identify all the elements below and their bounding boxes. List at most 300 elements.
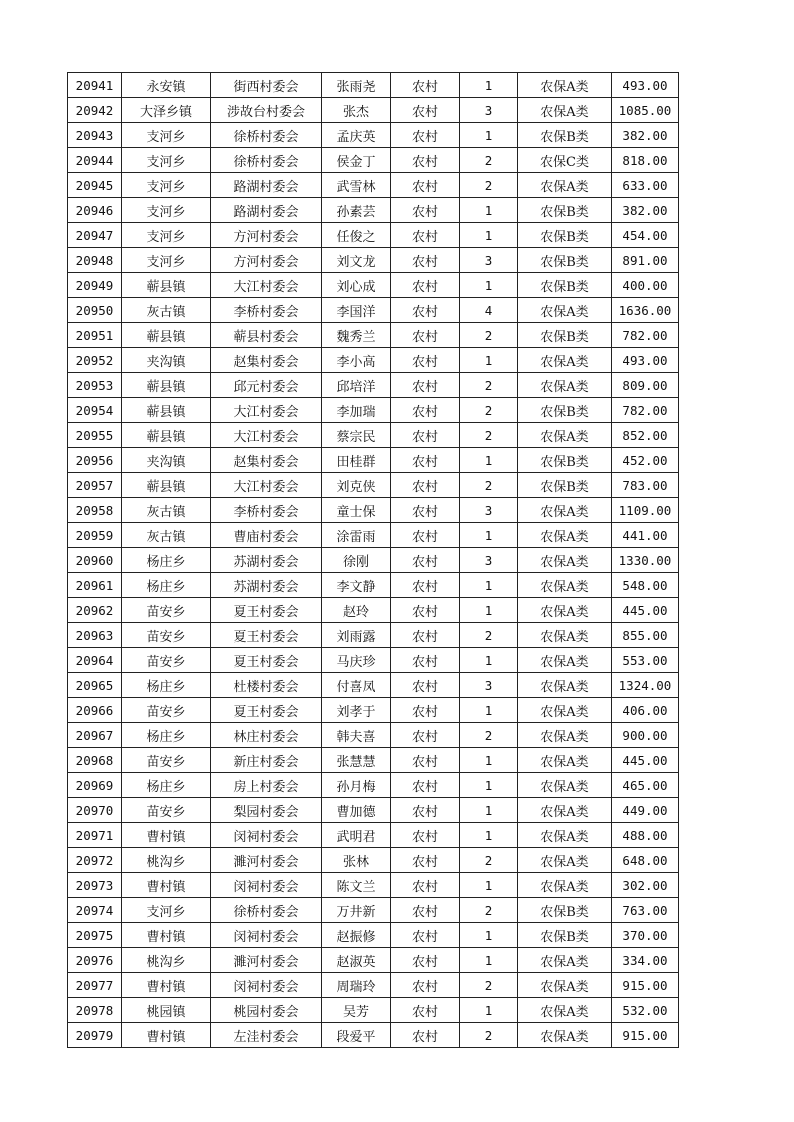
village-committee-cell: 夏王村委会 bbox=[211, 648, 322, 673]
household-size-cell: 1 bbox=[460, 523, 518, 548]
record-id-cell: 20944 bbox=[68, 148, 122, 173]
village-committee-cell: 路湖村委会 bbox=[211, 198, 322, 223]
record-id-cell: 20949 bbox=[68, 273, 122, 298]
person-name-cell: 周瑞玲 bbox=[322, 973, 391, 998]
village-committee-cell: 林庄村委会 bbox=[211, 723, 322, 748]
town-cell: 桃园镇 bbox=[122, 998, 211, 1023]
table-row bbox=[68, 473, 679, 498]
household-type-cell: 农村 bbox=[391, 148, 460, 173]
amount-cell: 783.00 bbox=[612, 473, 679, 498]
insurance-class-cell: 农保A类 bbox=[518, 723, 612, 748]
amount-cell: 406.00 bbox=[612, 698, 679, 723]
amount-cell: 1330.00 bbox=[612, 548, 679, 573]
household-type-cell: 农村 bbox=[391, 898, 460, 923]
insurance-class-cell: 农保A类 bbox=[518, 773, 612, 798]
insurance-class-cell: 农保B类 bbox=[518, 323, 612, 348]
person-name-cell: 魏秀兰 bbox=[322, 323, 391, 348]
village-committee-cell: 杜楼村委会 bbox=[211, 673, 322, 698]
table-row bbox=[68, 748, 679, 773]
table-row bbox=[68, 198, 679, 223]
table-row bbox=[68, 798, 679, 823]
record-id-cell: 20959 bbox=[68, 523, 122, 548]
amount-cell: 441.00 bbox=[612, 523, 679, 548]
person-name-cell: 田桂群 bbox=[322, 448, 391, 473]
household-size-cell: 1 bbox=[460, 998, 518, 1023]
person-name-cell: 侯金丁 bbox=[322, 148, 391, 173]
person-name-cell: 童士保 bbox=[322, 498, 391, 523]
village-committee-cell: 徐桥村委会 bbox=[211, 148, 322, 173]
person-name-cell: 韩夫喜 bbox=[322, 723, 391, 748]
record-id-cell: 20948 bbox=[68, 248, 122, 273]
table-row bbox=[68, 298, 679, 323]
household-type-cell: 农村 bbox=[391, 823, 460, 848]
table-row bbox=[68, 623, 679, 648]
town-cell: 苗安乡 bbox=[122, 748, 211, 773]
household-size-cell: 1 bbox=[460, 598, 518, 623]
person-name-cell: 赵淑英 bbox=[322, 948, 391, 973]
village-committee-cell: 夏王村委会 bbox=[211, 598, 322, 623]
record-id-cell: 20978 bbox=[68, 998, 122, 1023]
town-cell: 灰古镇 bbox=[122, 523, 211, 548]
insurance-class-cell: 农保A类 bbox=[518, 673, 612, 698]
household-type-cell: 农村 bbox=[391, 648, 460, 673]
insurance-class-cell: 农保A类 bbox=[518, 823, 612, 848]
record-id-cell: 20963 bbox=[68, 623, 122, 648]
amount-cell: 782.00 bbox=[612, 398, 679, 423]
record-id-cell: 20958 bbox=[68, 498, 122, 523]
insurance-class-cell: 农保A类 bbox=[518, 973, 612, 998]
table-row bbox=[68, 573, 679, 598]
amount-cell: 548.00 bbox=[612, 573, 679, 598]
person-name-cell: 赵振修 bbox=[322, 923, 391, 948]
village-committee-cell: 大江村委会 bbox=[211, 398, 322, 423]
record-id-cell: 20946 bbox=[68, 198, 122, 223]
person-name-cell: 李国洋 bbox=[322, 298, 391, 323]
town-cell: 苗安乡 bbox=[122, 698, 211, 723]
amount-cell: 1085.00 bbox=[612, 98, 679, 123]
insurance-class-cell: 农保A类 bbox=[518, 1023, 612, 1048]
village-committee-cell: 左洼村委会 bbox=[211, 1023, 322, 1048]
record-id-cell: 20977 bbox=[68, 973, 122, 998]
table-row bbox=[68, 598, 679, 623]
table-row bbox=[68, 273, 679, 298]
household-type-cell: 农村 bbox=[391, 973, 460, 998]
household-size-cell: 1 bbox=[460, 273, 518, 298]
household-type-cell: 农村 bbox=[391, 348, 460, 373]
insurance-class-cell: 农保A类 bbox=[518, 523, 612, 548]
insurance-class-cell: 农保B类 bbox=[518, 898, 612, 923]
table-row bbox=[68, 373, 679, 398]
record-id-cell: 20974 bbox=[68, 898, 122, 923]
person-name-cell: 马庆珍 bbox=[322, 648, 391, 673]
household-size-cell: 2 bbox=[460, 398, 518, 423]
amount-cell: 452.00 bbox=[612, 448, 679, 473]
person-name-cell: 任俊之 bbox=[322, 223, 391, 248]
insurance-class-cell: 农保A类 bbox=[518, 373, 612, 398]
insurance-class-cell: 农保A类 bbox=[518, 698, 612, 723]
record-id-cell: 20976 bbox=[68, 948, 122, 973]
household-size-cell: 2 bbox=[460, 148, 518, 173]
household-type-cell: 农村 bbox=[391, 323, 460, 348]
town-cell: 蕲县镇 bbox=[122, 423, 211, 448]
record-id-cell: 20965 bbox=[68, 673, 122, 698]
person-name-cell: 吴芳 bbox=[322, 998, 391, 1023]
amount-cell: 763.00 bbox=[612, 898, 679, 923]
insurance-class-cell: 农保B类 bbox=[518, 398, 612, 423]
record-id-cell: 20957 bbox=[68, 473, 122, 498]
town-cell: 曹村镇 bbox=[122, 973, 211, 998]
household-type-cell: 农村 bbox=[391, 298, 460, 323]
insurance-class-cell: 农保A类 bbox=[518, 948, 612, 973]
village-committee-cell: 闵祠村委会 bbox=[211, 923, 322, 948]
town-cell: 蕲县镇 bbox=[122, 273, 211, 298]
household-type-cell: 农村 bbox=[391, 923, 460, 948]
amount-cell: 382.00 bbox=[612, 198, 679, 223]
town-cell: 苗安乡 bbox=[122, 623, 211, 648]
town-cell: 杨庄乡 bbox=[122, 573, 211, 598]
household-type-cell: 农村 bbox=[391, 748, 460, 773]
household-type-cell: 农村 bbox=[391, 873, 460, 898]
household-size-cell: 1 bbox=[460, 648, 518, 673]
amount-cell: 915.00 bbox=[612, 1023, 679, 1048]
person-name-cell: 赵玲 bbox=[322, 598, 391, 623]
insurance-class-cell: 农保A类 bbox=[518, 998, 612, 1023]
record-id-cell: 20968 bbox=[68, 748, 122, 773]
household-size-cell: 2 bbox=[460, 898, 518, 923]
amount-cell: 855.00 bbox=[612, 623, 679, 648]
person-name-cell: 蔡宗民 bbox=[322, 423, 391, 448]
table-row bbox=[68, 998, 679, 1023]
town-cell: 支河乡 bbox=[122, 898, 211, 923]
village-committee-cell: 街西村委会 bbox=[211, 73, 322, 98]
table-row bbox=[68, 648, 679, 673]
household-size-cell: 1 bbox=[460, 873, 518, 898]
village-committee-cell: 闵祠村委会 bbox=[211, 973, 322, 998]
table-row bbox=[68, 548, 679, 573]
person-name-cell: 张林 bbox=[322, 848, 391, 873]
household-size-cell: 3 bbox=[460, 498, 518, 523]
household-type-cell: 农村 bbox=[391, 73, 460, 98]
amount-cell: 400.00 bbox=[612, 273, 679, 298]
benefit-roster-table bbox=[67, 72, 679, 1048]
insurance-class-cell: 农保A类 bbox=[518, 498, 612, 523]
household-type-cell: 农村 bbox=[391, 273, 460, 298]
person-name-cell: 邱培洋 bbox=[322, 373, 391, 398]
household-size-cell: 3 bbox=[460, 248, 518, 273]
person-name-cell: 张慧慧 bbox=[322, 748, 391, 773]
household-type-cell: 农村 bbox=[391, 623, 460, 648]
household-type-cell: 农村 bbox=[391, 198, 460, 223]
person-name-cell: 李加瑞 bbox=[322, 398, 391, 423]
person-name-cell: 刘文龙 bbox=[322, 248, 391, 273]
household-size-cell: 2 bbox=[460, 323, 518, 348]
village-committee-cell: 曹庙村委会 bbox=[211, 523, 322, 548]
insurance-class-cell: 农保C类 bbox=[518, 148, 612, 173]
insurance-class-cell: 农保A类 bbox=[518, 98, 612, 123]
person-name-cell: 徐刚 bbox=[322, 548, 391, 573]
person-name-cell: 刘孝于 bbox=[322, 698, 391, 723]
household-size-cell: 2 bbox=[460, 723, 518, 748]
household-size-cell: 1 bbox=[460, 573, 518, 598]
household-size-cell: 4 bbox=[460, 298, 518, 323]
village-committee-cell: 大江村委会 bbox=[211, 473, 322, 498]
town-cell: 支河乡 bbox=[122, 198, 211, 223]
person-name-cell: 李小高 bbox=[322, 348, 391, 373]
amount-cell: 891.00 bbox=[612, 248, 679, 273]
household-size-cell: 1 bbox=[460, 948, 518, 973]
table-row bbox=[68, 498, 679, 523]
amount-cell: 1109.00 bbox=[612, 498, 679, 523]
table-row bbox=[68, 723, 679, 748]
town-cell: 曹村镇 bbox=[122, 923, 211, 948]
village-committee-cell: 李桥村委会 bbox=[211, 498, 322, 523]
record-id-cell: 20966 bbox=[68, 698, 122, 723]
record-id-cell: 20979 bbox=[68, 1023, 122, 1048]
village-committee-cell: 濉河村委会 bbox=[211, 848, 322, 873]
table-row bbox=[68, 223, 679, 248]
household-size-cell: 3 bbox=[460, 673, 518, 698]
household-size-cell: 1 bbox=[460, 448, 518, 473]
person-name-cell: 刘雨露 bbox=[322, 623, 391, 648]
household-type-cell: 农村 bbox=[391, 248, 460, 273]
person-name-cell: 武雪林 bbox=[322, 173, 391, 198]
town-cell: 支河乡 bbox=[122, 148, 211, 173]
insurance-class-cell: 农保B类 bbox=[518, 248, 612, 273]
village-committee-cell: 徐桥村委会 bbox=[211, 123, 322, 148]
household-type-cell: 农村 bbox=[391, 473, 460, 498]
insurance-class-cell: 农保A类 bbox=[518, 873, 612, 898]
insurance-class-cell: 农保A类 bbox=[518, 598, 612, 623]
household-size-cell: 1 bbox=[460, 123, 518, 148]
insurance-class-cell: 农保A类 bbox=[518, 573, 612, 598]
insurance-class-cell: 农保A类 bbox=[518, 423, 612, 448]
village-committee-cell: 方河村委会 bbox=[211, 248, 322, 273]
table-row bbox=[68, 923, 679, 948]
amount-cell: 454.00 bbox=[612, 223, 679, 248]
person-name-cell: 刘克侠 bbox=[322, 473, 391, 498]
person-name-cell: 李文静 bbox=[322, 573, 391, 598]
record-id-cell: 20962 bbox=[68, 598, 122, 623]
town-cell: 桃沟乡 bbox=[122, 948, 211, 973]
amount-cell: 1324.00 bbox=[612, 673, 679, 698]
village-committee-cell: 夏王村委会 bbox=[211, 623, 322, 648]
person-name-cell: 孙月梅 bbox=[322, 773, 391, 798]
person-name-cell: 孟庆英 bbox=[322, 123, 391, 148]
household-size-cell: 3 bbox=[460, 98, 518, 123]
village-committee-cell: 李桥村委会 bbox=[211, 298, 322, 323]
household-type-cell: 农村 bbox=[391, 573, 460, 598]
insurance-class-cell: 农保A类 bbox=[518, 848, 612, 873]
record-id-cell: 20955 bbox=[68, 423, 122, 448]
record-id-cell: 20960 bbox=[68, 548, 122, 573]
amount-cell: 302.00 bbox=[612, 873, 679, 898]
household-size-cell: 2 bbox=[460, 173, 518, 198]
household-type-cell: 农村 bbox=[391, 548, 460, 573]
table-row bbox=[68, 898, 679, 923]
person-name-cell: 陈文兰 bbox=[322, 873, 391, 898]
town-cell: 蕲县镇 bbox=[122, 398, 211, 423]
household-size-cell: 1 bbox=[460, 198, 518, 223]
record-id-cell: 20952 bbox=[68, 348, 122, 373]
table-row bbox=[68, 248, 679, 273]
town-cell: 支河乡 bbox=[122, 223, 211, 248]
record-id-cell: 20972 bbox=[68, 848, 122, 873]
table-row bbox=[68, 323, 679, 348]
household-size-cell: 3 bbox=[460, 548, 518, 573]
town-cell: 永安镇 bbox=[122, 73, 211, 98]
village-committee-cell: 夏王村委会 bbox=[211, 698, 322, 723]
amount-cell: 465.00 bbox=[612, 773, 679, 798]
record-id-cell: 20956 bbox=[68, 448, 122, 473]
town-cell: 杨庄乡 bbox=[122, 723, 211, 748]
village-committee-cell: 濉河村委会 bbox=[211, 948, 322, 973]
village-committee-cell: 新庄村委会 bbox=[211, 748, 322, 773]
household-size-cell: 2 bbox=[460, 623, 518, 648]
amount-cell: 818.00 bbox=[612, 148, 679, 173]
household-size-cell: 1 bbox=[460, 798, 518, 823]
village-committee-cell: 大江村委会 bbox=[211, 423, 322, 448]
record-id-cell: 20943 bbox=[68, 123, 122, 148]
town-cell: 蕲县镇 bbox=[122, 323, 211, 348]
town-cell: 曹村镇 bbox=[122, 1023, 211, 1048]
household-type-cell: 农村 bbox=[391, 523, 460, 548]
household-type-cell: 农村 bbox=[391, 423, 460, 448]
person-name-cell: 武明君 bbox=[322, 823, 391, 848]
village-committee-cell: 闵祠村委会 bbox=[211, 873, 322, 898]
amount-cell: 553.00 bbox=[612, 648, 679, 673]
amount-cell: 445.00 bbox=[612, 598, 679, 623]
household-size-cell: 2 bbox=[460, 1023, 518, 1048]
insurance-class-cell: 农保A类 bbox=[518, 748, 612, 773]
town-cell: 支河乡 bbox=[122, 248, 211, 273]
town-cell: 杨庄乡 bbox=[122, 773, 211, 798]
household-type-cell: 农村 bbox=[391, 723, 460, 748]
village-committee-cell: 苏湖村委会 bbox=[211, 548, 322, 573]
person-name-cell: 付喜凤 bbox=[322, 673, 391, 698]
town-cell: 蕲县镇 bbox=[122, 373, 211, 398]
table-row bbox=[68, 823, 679, 848]
town-cell: 灰古镇 bbox=[122, 298, 211, 323]
insurance-class-cell: 农保A类 bbox=[518, 648, 612, 673]
table-row bbox=[68, 523, 679, 548]
town-cell: 夹沟镇 bbox=[122, 348, 211, 373]
town-cell: 苗安乡 bbox=[122, 648, 211, 673]
person-name-cell: 万井新 bbox=[322, 898, 391, 923]
household-type-cell: 农村 bbox=[391, 773, 460, 798]
insurance-class-cell: 农保B类 bbox=[518, 448, 612, 473]
household-type-cell: 农村 bbox=[391, 848, 460, 873]
amount-cell: 493.00 bbox=[612, 73, 679, 98]
insurance-class-cell: 农保A类 bbox=[518, 73, 612, 98]
person-name-cell: 张雨尧 bbox=[322, 73, 391, 98]
town-cell: 曹村镇 bbox=[122, 823, 211, 848]
household-type-cell: 农村 bbox=[391, 223, 460, 248]
household-size-cell: 2 bbox=[460, 848, 518, 873]
record-id-cell: 20969 bbox=[68, 773, 122, 798]
insurance-class-cell: 农保A类 bbox=[518, 173, 612, 198]
town-cell: 夹沟镇 bbox=[122, 448, 211, 473]
town-cell: 杨庄乡 bbox=[122, 548, 211, 573]
village-committee-cell: 邱元村委会 bbox=[211, 373, 322, 398]
record-id-cell: 20973 bbox=[68, 873, 122, 898]
amount-cell: 809.00 bbox=[612, 373, 679, 398]
amount-cell: 532.00 bbox=[612, 998, 679, 1023]
record-id-cell: 20975 bbox=[68, 923, 122, 948]
village-committee-cell: 涉故台村委会 bbox=[211, 98, 322, 123]
amount-cell: 648.00 bbox=[612, 848, 679, 873]
amount-cell: 915.00 bbox=[612, 973, 679, 998]
insurance-class-cell: 农保A类 bbox=[518, 623, 612, 648]
record-id-cell: 20945 bbox=[68, 173, 122, 198]
table-row bbox=[68, 773, 679, 798]
table-row bbox=[68, 698, 679, 723]
insurance-class-cell: 农保B类 bbox=[518, 273, 612, 298]
town-cell: 杨庄乡 bbox=[122, 673, 211, 698]
town-cell: 蕲县镇 bbox=[122, 473, 211, 498]
person-name-cell: 段爱平 bbox=[322, 1023, 391, 1048]
village-committee-cell: 桃园村委会 bbox=[211, 998, 322, 1023]
amount-cell: 382.00 bbox=[612, 123, 679, 148]
household-size-cell: 1 bbox=[460, 73, 518, 98]
insurance-class-cell: 农保A类 bbox=[518, 798, 612, 823]
household-type-cell: 农村 bbox=[391, 1023, 460, 1048]
household-size-cell: 1 bbox=[460, 773, 518, 798]
village-committee-cell: 蕲县村委会 bbox=[211, 323, 322, 348]
household-type-cell: 农村 bbox=[391, 98, 460, 123]
insurance-class-cell: 农保A类 bbox=[518, 298, 612, 323]
record-id-cell: 20950 bbox=[68, 298, 122, 323]
village-committee-cell: 赵集村委会 bbox=[211, 448, 322, 473]
record-id-cell: 20941 bbox=[68, 73, 122, 98]
amount-cell: 782.00 bbox=[612, 323, 679, 348]
village-committee-cell: 闵祠村委会 bbox=[211, 823, 322, 848]
town-cell: 苗安乡 bbox=[122, 798, 211, 823]
village-committee-cell: 大江村委会 bbox=[211, 273, 322, 298]
table-row bbox=[68, 98, 679, 123]
household-type-cell: 农村 bbox=[391, 798, 460, 823]
village-committee-cell: 房上村委会 bbox=[211, 773, 322, 798]
insurance-class-cell: 农保B类 bbox=[518, 473, 612, 498]
insurance-class-cell: 农保B类 bbox=[518, 198, 612, 223]
person-name-cell: 张杰 bbox=[322, 98, 391, 123]
village-committee-cell: 路湖村委会 bbox=[211, 173, 322, 198]
household-type-cell: 农村 bbox=[391, 498, 460, 523]
table-row bbox=[68, 973, 679, 998]
table-row bbox=[68, 148, 679, 173]
household-size-cell: 2 bbox=[460, 973, 518, 998]
table-row bbox=[68, 398, 679, 423]
table-row bbox=[68, 123, 679, 148]
record-id-cell: 20951 bbox=[68, 323, 122, 348]
village-committee-cell: 赵集村委会 bbox=[211, 348, 322, 373]
amount-cell: 449.00 bbox=[612, 798, 679, 823]
person-name-cell: 涂雷雨 bbox=[322, 523, 391, 548]
village-committee-cell: 徐桥村委会 bbox=[211, 898, 322, 923]
household-size-cell: 2 bbox=[460, 373, 518, 398]
household-size-cell: 1 bbox=[460, 348, 518, 373]
amount-cell: 488.00 bbox=[612, 823, 679, 848]
village-committee-cell: 苏湖村委会 bbox=[211, 573, 322, 598]
household-type-cell: 农村 bbox=[391, 123, 460, 148]
household-size-cell: 1 bbox=[460, 748, 518, 773]
table-row bbox=[68, 423, 679, 448]
record-id-cell: 20942 bbox=[68, 98, 122, 123]
household-type-cell: 农村 bbox=[391, 698, 460, 723]
household-type-cell: 农村 bbox=[391, 448, 460, 473]
village-committee-cell: 梨园村委会 bbox=[211, 798, 322, 823]
record-id-cell: 20967 bbox=[68, 723, 122, 748]
town-cell: 支河乡 bbox=[122, 173, 211, 198]
